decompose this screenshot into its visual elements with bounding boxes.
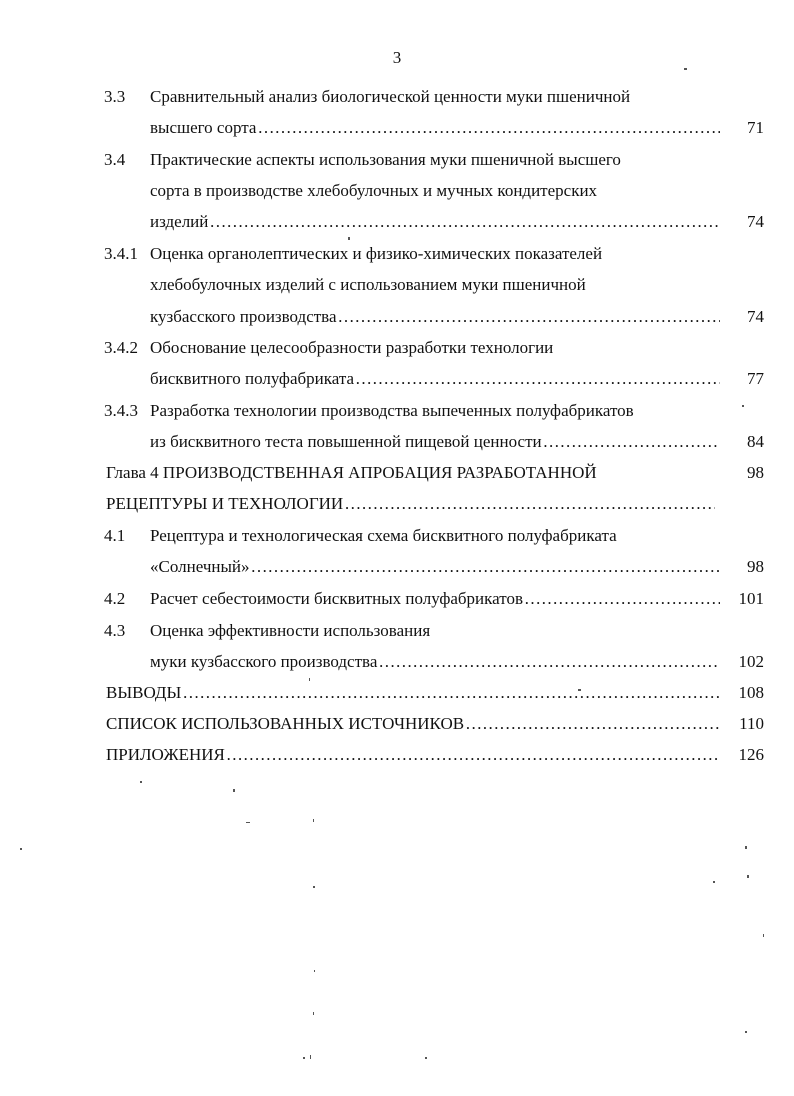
entry-page: 74 [747,307,764,326]
toc-entry-3-3 [0,85,794,109]
toc-chapter-4-cont [0,492,794,516]
toc-entry-3-4-1 [0,242,794,266]
leader-dots [355,367,720,391]
scan-speck [745,1031,747,1033]
scan-speck [348,237,350,240]
leader-dots [344,492,715,516]
entry-title-line: Практические аспекты использования муки пшеничной высшего [150,150,621,169]
scan-speck [140,781,142,783]
leader-dots [182,681,720,705]
scan-speck [313,1012,314,1015]
entry-number: 3.4.3 [104,401,138,420]
toc-entry-3-3-cont [0,116,794,140]
scan-speck [747,875,749,878]
entry-title-line: кузбасского производства [150,307,337,326]
toc-references [0,712,794,736]
scan-speck [313,886,315,888]
toc-entry-3-4-3 [0,399,794,423]
entry-title-line: Расчет себестоимости бисквитных полуфабрикатов [150,589,523,608]
entry-title-line: Разработка технологии производства выпеченных полуфабрикатов [150,401,634,420]
toc-conclusions [0,681,794,705]
scan-speck [309,678,310,681]
entry-title-line: из бисквитного теста повышенной пищевой ценности [150,432,542,451]
leader-dots [524,587,720,611]
toc-entry-3-4-1-cont2 [0,305,794,329]
toc-entry-3-4-2 [0,336,794,360]
entry-title-line: Сравнительный анализ биологической ценности муки пшеничной [150,87,631,106]
entry-page: 74 [747,212,764,231]
leader-dots [338,305,720,329]
toc-entry-4-2 [0,587,794,611]
entry-number: 3.4 [104,150,126,169]
toc-entry-3-4-1-cont [0,273,794,297]
scan-speck [20,848,22,850]
entry-title-line: Оценка эффективности использования [150,621,431,640]
leader-dots [257,116,720,140]
toc-entry-4-3 [0,619,794,643]
section-title: ВЫВОДЫ [106,683,182,702]
entry-number: 3.4.2 [104,338,138,357]
entry-title-line: Обоснование целесообразности разработки технологии [150,338,554,357]
leader-dots [209,210,720,234]
entry-number: 4.1 [104,526,126,545]
leader-dots [226,743,720,767]
entry-page: 84 [747,432,764,451]
toc-entry-4-1 [0,524,794,548]
scan-speck [246,822,250,823]
toc-entry-3-4-3-cont [0,430,794,454]
toc-entry-3-4 [0,148,794,172]
leader-dots [378,650,720,674]
entry-number: 4.3 [104,621,126,640]
leader-dots [251,555,721,579]
toc-chapter-4 [0,461,794,485]
scan-speck [578,689,581,691]
scan-speck [684,68,687,70]
entry-title-line: «Солнечный» [150,557,250,576]
entry-page: 108 [738,683,764,702]
entry-page: 101 [738,589,764,608]
entry-title-line: высшего сорта [150,118,257,137]
section-title: ПРИЛОЖЕНИЯ [106,745,225,764]
page-number: 3 [392,48,402,67]
scan-speck [425,1057,427,1059]
section-title: СПИСОК ИСПОЛЬЗОВАННЫХ ИСТОЧНИКОВ [106,714,465,733]
toc-appendices [0,743,794,767]
entry-page: 98 [747,557,764,576]
chapter-title-line: Глава 4 ПРОИЗВОДСТВЕННАЯ АПРОБАЦИЯ РАЗРАБОТАННОЙ [106,463,597,482]
entry-page: 110 [739,714,764,733]
entry-page: 102 [738,652,764,671]
entry-title-line: муки кузбасского производства [150,652,378,671]
entry-title-line: изделий [150,212,209,231]
entry-title-line: сорта в производстве хлебобулочных и мучных кондитерских [150,181,598,200]
entry-title-line: Рецептура и технологическая схема бисквитного полуфабриката [150,526,617,545]
scan-speck [310,1055,311,1059]
leader-dots [465,712,720,736]
entry-page: 77 [747,369,764,388]
scan-speck [763,934,764,937]
chapter-title-line: РЕЦЕПТУРЫ И ТЕХНОЛОГИИ [106,494,344,513]
entry-title-line: Оценка органолептических и физико-химических показателей [150,244,603,263]
toc-entry-3-4-cont2 [0,210,794,234]
toc-entry-3-4-cont [0,179,794,203]
entry-page: 98 [747,463,764,482]
scan-speck [303,1057,305,1059]
scan-speck [313,819,314,822]
leader-dots [543,430,720,454]
scan-speck [713,881,715,883]
entry-page: 126 [738,745,764,764]
entry-title-line: бисквитного полуфабриката [150,369,355,388]
scan-speck [745,846,747,849]
scan-speck [314,970,315,972]
toc-entry-4-1-cont [0,555,794,579]
scan-speck [742,405,744,407]
entry-number: 3.3 [104,87,126,106]
toc-entry-4-3-cont [0,650,794,674]
entry-title-line: хлебобулочных изделий с использованием муки пшеничной [150,275,586,294]
entry-page: 71 [747,118,764,137]
toc-entry-3-4-2-cont [0,367,794,391]
entry-number: 4.2 [104,589,126,608]
scan-speck [233,789,235,792]
entry-number: 3.4.1 [104,244,138,263]
